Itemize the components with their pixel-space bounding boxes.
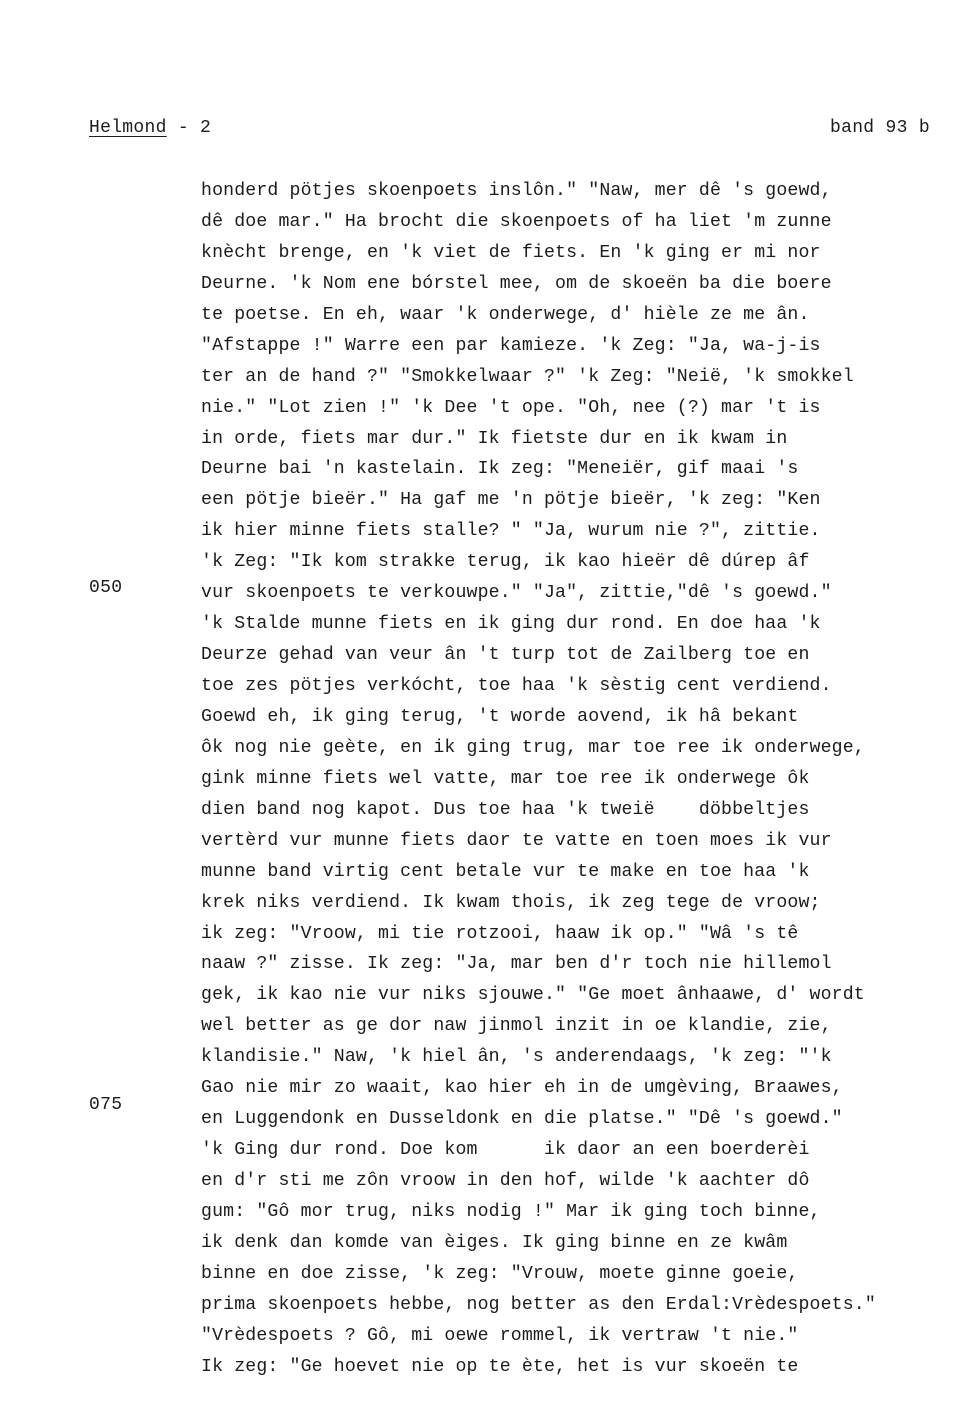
text-line: Ik zeg: "Ge hoevet nie op te ète, het is vur skoeën te [201,1356,799,1377]
text-line: gek, ik kao nie vur niks sjouwe." "Ge moet ânhaawe, d' wordt [201,985,865,1006]
text-line: Deurze gehad van veur ân 't turp tot de Zailberg toe en [201,645,810,666]
text-line: honderd pötjes skoenpoets inslôn." "Naw, mer dê 's goewd, [201,181,832,201]
text-line: ik zeg: "Vroow, mi tie rotzooi, haaw ik op." "Wâ 's tê [201,923,799,944]
text-line: ik denk dan komde van èiges. Ik ging binne en ze kwâm [201,1232,788,1253]
text-line: naaw ?" zisse. Ik zeg: "Ja, mar ben d'r toch nie hillemol [201,954,832,975]
text-line: krek niks verdiend. Ik kwam thois, ik zeg tege de vroow; [201,892,821,913]
text-line: ik hier minne fiets stalle? " "Ja, wurum nie ?", zittie. [201,521,821,542]
text-line: vertèrd vur munne fiets daor te vatte en toen moes ik vur [201,830,832,851]
text-line: toe zes pötjes verkócht, toe haa 'k sèstig cent verdiend. [201,676,832,696]
text-line: 'k Zeg: "Ik kom strakke terug, ik kao hieër dê dúrep âf [201,552,810,573]
text-line: een pötje bieër." Ha gaf me 'n pötje bieër, 'k zeg: "Ken [201,490,821,511]
text-line: en d'r sti me zôn vroow in den hof, wilde 'k aachter dô [201,1171,810,1191]
text-line: knècht brenge, en 'k viet de fiets. En 'k ging er mi nor [201,242,821,263]
text-line: prima skoenpoets hebbe, nog better as den Erdal:Vrèdespoets." [201,1294,876,1315]
text-line: klandisie." Naw, 'k hiel ân, 's anderendaags, 'k zeg: "'k [201,1047,832,1068]
text-line: ter an de hand ?" "Smokkelwaar ?" 'k Zeg: "Neië, 'k smokkel [201,366,854,387]
text-line: Deurne bai 'n kastelain. Ik zeg: "Meneiër, gif maai 's [201,459,799,480]
text-line: 'k Ging dur rond. Doe kom ik daor an een boerderèi [201,1140,810,1161]
text-line: te poetse. En eh, waar 'k onderwege, d' hièle ze me ân. [201,304,810,325]
text-line: nie." "Lot zien !" 'k Dee 't ope. "Oh, nee (?) mar 't is [201,397,821,418]
text-line: "Afstappe !" Warre een par kamieze. 'k Zeg: "Ja, wa-j-is [201,335,821,356]
text-line: wel better as ge dor naw jinmol inzit in oe klandie, zie, [201,1016,832,1037]
text-line: dien band nog kapot. Dus toe haa 'k tweië döbbeltjes [201,799,810,820]
text-line: 'k Stalde munne fiets en ik ging dur rond. En doe haa 'k [201,614,821,635]
transcript-body [201,176,971,1383]
page-header-left [89,118,211,138]
text-line: munne band virtig cent betale vur te make en toe haa 'k [201,861,810,882]
text-line: vur skoenpoets te verkouwpe." "Ja", zittie,"dê 's goewd." [201,583,832,604]
text-line: gink minne fiets wel vatte, mar toe ree ik onderwege ôk [201,768,810,789]
text-line: gum: "Gô mor trug, niks nodig !" Mar ik ging toch binne, [201,1201,821,1222]
margin-counter: 050 [89,578,123,598]
page-number: - 2 [166,118,212,138]
text-line: ôk nog nie geète, en ik ging trug, mar toe ree ik onderwege, [201,737,865,758]
text-line: in orde, fiets mar dur." Ik fietste dur en ik kwam in [201,428,788,449]
place-name: Helmond [89,118,167,138]
margin-counter: 075 [89,1095,123,1115]
tape-label: band 93 b [830,118,930,138]
text-line: "Vrèdespoets ? Gô, mi oewe rommel, ik vertraw 't nie." [201,1325,799,1346]
text-line: en Luggendonk en Dusseldonk en die platse." "Dê 's goewd." [201,1109,843,1130]
text-line: Goewd eh, ik ging terug, 't worde aovend, ik hâ bekant [201,706,799,727]
text-line: Gao nie mir zo waait, kao hier eh in de umgèving, Braawes, [201,1078,843,1099]
text-line: binne en doe zisse, 'k zeg: "Vrouw, moete ginne goeie, [201,1263,799,1284]
text-line: Deurne. 'k Nom ene bórstel mee, om de skoeën ba die boere [201,273,832,294]
text-line: dê doe mar." Ha brocht die skoenpoets of ha liet 'm zunne [201,211,832,232]
